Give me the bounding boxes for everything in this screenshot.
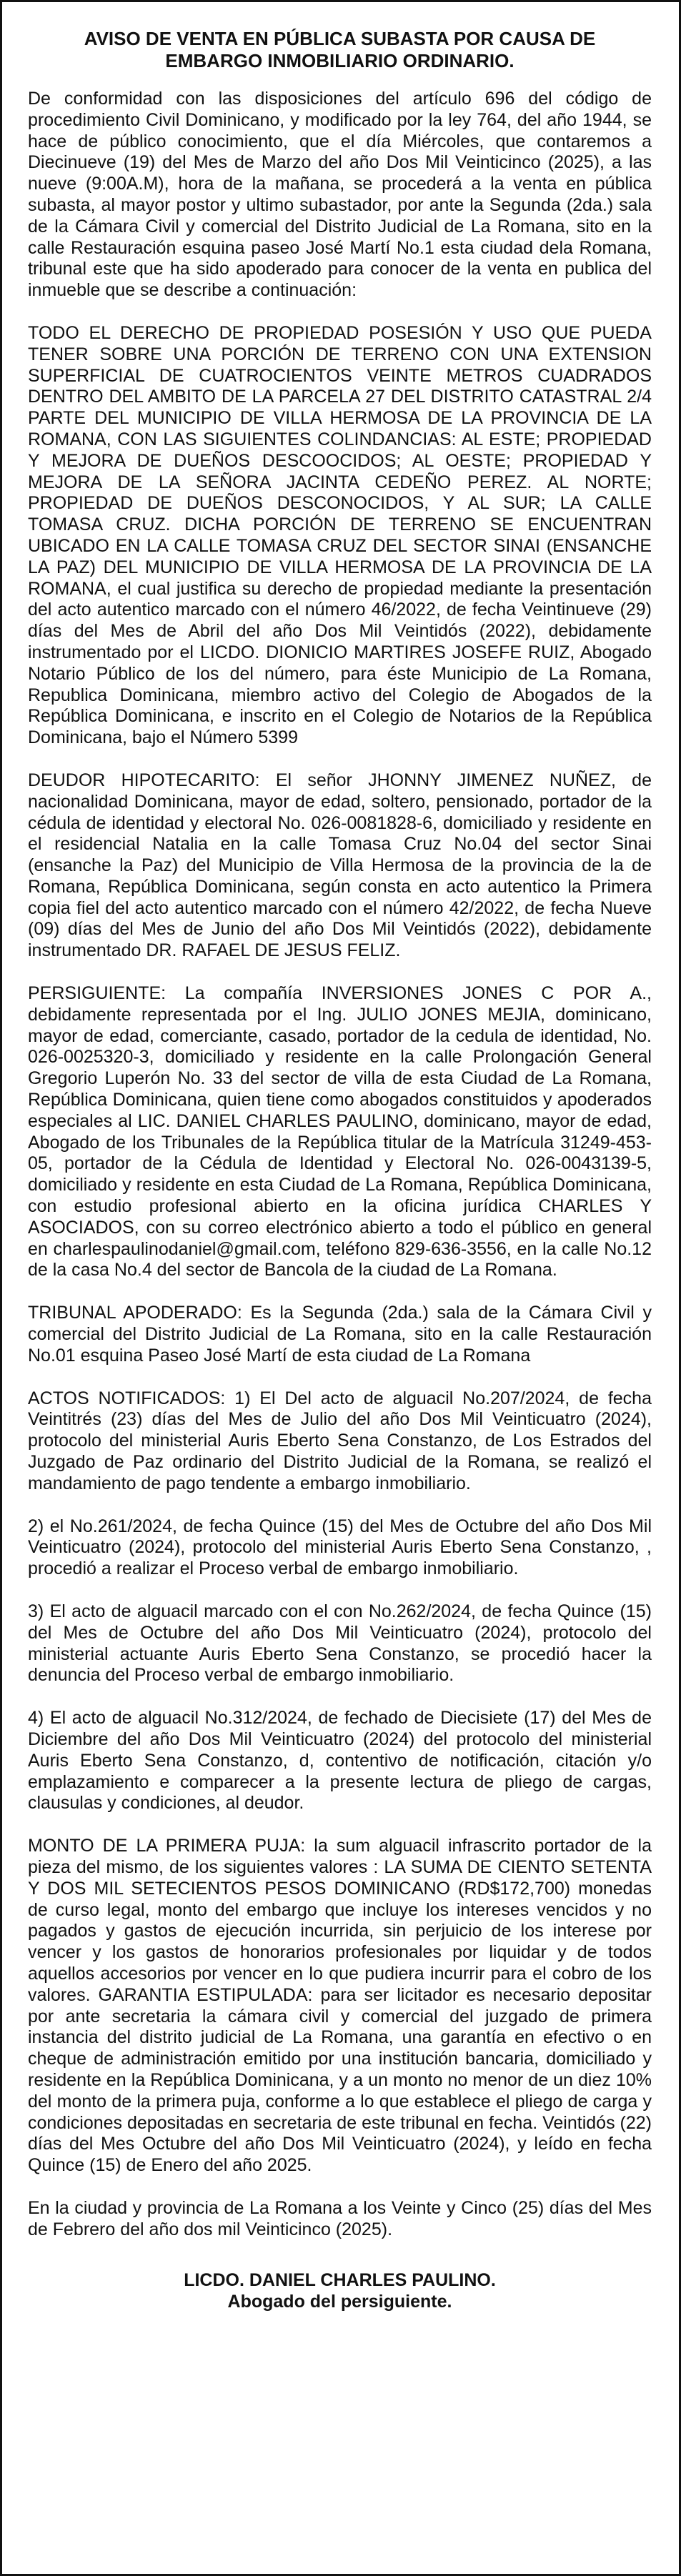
court-paragraph: TRIBUNAL APODERADO: Es la Segunda (2da.) sala de la Cámara Civil y comercial del Distrito Judicial de La Romana, sito en la calle Restauración No.01 esquina Paseo José Martí de esta ciudad de La Romana [28,1303,652,1366]
pursuer-paragraph: PERSIGUIENTE: La compañía INVERSIONES JONES C POR A., debidamente representada por el Ing. JULIO JONES MEJIA, dominicano, mayor de edad, comerciante, casado, portador de la cedula de identidad, No. 026-0025320-3, domiciliado y residente en la calle Prolongación General Gregorio Luperón No. 33 del sector de villa de esta Ciudad de La Romana, República Dominicana, quien tiene como abogados constituidos y apoderados especiales al LIC. DANIEL CHARLES PAULINO, dominicano, mayor de edad, Abogado de los Tribunales de la República titular de la Matrícula 31249-453-05, portador de la Cédula de Identidad y Electoral No. 026-0043139-5, domiciliado y residente en esta Ciudad de La Romana, República Dominicana, con estudio profesional abierto en la oficina jurídica CHARLES Y ASOCIADOS, con su correo electrónico abierto a todo el público en general en charlespaulinodaniel@gmail.com, teléfono 829-636-3556, en la calle No.12 de la casa No.4 del sector de Bancola de la ciudad de La Romana. [28,983,652,1280]
notice-title [28,28,652,72]
signature-role: Abogado del persiguiente. [227,2291,452,2312]
notified-acts-paragraph-2: 2) el No.261/2024, de fecha Quince (15) del Mes de Octubre del año Dos Mil Veinticuatro (2024), protocolo del ministerial Auris Eberto Sena Constanzo, , procedió a realizar el Proceso verbal de embargo inmobiliario. [28,1516,652,1579]
notified-acts-paragraph-4: 4) El acto de alguacil No.312/2024, de fechado de Diecisiete (17) del Mes de Diciembre del año Dos Mil Veinticuatro (2024) del protocolo del ministerial Auris Eberto Sena Constanzo, d, contentivo de notificación, citación y/o emplazamiento e comparecer a la presente lectura de pliego de cargas, clausulas y condiciones, al deudor. [28,1708,652,1814]
first-bid-amount-paragraph: MONTO DE LA PRIMERA PUJA: la sum alguacil infrascrito portador de la pieza del mismo, de los siguientes valores : LA SUMA DE CIENTO SETENTA Y DOS MIL SETECIENTOS PESOS DOMINICANO (RD$172,700) monedas de curso legal, monto del embargo que incluye los intereses vencidos y no pagados y gastos de ejecución incurrida, sin perjuicio de los interese por vencer y los gastos de honorarios profesionales por liquidar y de todos aquellos accesorios por vencer en lo que pudiera incurrir para el cobro de los valores. GARANTIA ESTIPULADA: para ser licitador es necesario depositar por ante secretaria la cámara civil y comercial del juzgado de primera instancia del distrito judicial de La Romana, una garantía en efectivo o en cheque de administración emitido por una institución bancaria, domiciliado y residente en la República Dominicana, y a un monto no menor de un diez 10% del monto de la primera puja, conforme a lo que establece el pliego de carga y condiciones depositadas en secretaria de este tribunal en fecha. Veintidós (22) días del Mes Octubre del año Dos Mil Veinticuatro (2024), y leído en fecha Quince (15) de Enero del año 2025. [28,1836,652,2176]
notice-title-line-2: EMBARGO INMOBILIARIO ORDINARIO. [165,50,515,71]
property-description-paragraph: TODO EL DERECHO DE PROPIEDAD POSESIÓN Y USO QUE PUEDA TENER SOBRE UNA PORCIÓN DE TERRENO CON UNA EXTENSION SUPERFICIAL DE CUATROCIENTOS VEINTE METROS CUADRADOS DENTRO DEL AMBITO DE LA PARCELA 27 DEL DISTRITO CATASTRAL 2/4 PARTE DEL MUNICIPIO DE VILLA HERMOSA DE LA PROVINCIA DE LA ROMANA, CON LAS SIGUIENTES COLINDANCIAS: AL ESTE; PROPIEDAD Y MEJORA DE DUEÑOS DESCOOCIDOS; AL OESTE; PROPIEDAD Y MEJORA DE LA SEÑORA JACINTA CEDEÑO PEREZ. AL NORTE; PROPIEDAD DE DUEÑOS DESCONOCIDOS, Y AL SUR; LA CALLE TOMASA CRUZ. DICHA PORCIÓN DE TERRENO SE ENCUENTRAN UBICADO EN LA CALLE TOMASA CRUZ DEL SECTOR SINAI (ENSANCHE LA PAZ) DEL MUNICIPIO DE VILLA HERMOSA DE LA PROVINCIA DE LA ROMANA, el cual justifica su derecho de propiedad mediante la presentación del acto autentico marcado con el número 46/2022, de fecha Veintinueve (29) días del Mes de Abril del año Dos Mil Veintidós (2022), debidamente instrumentado por el LICDO. DIONICIO MARTIRES JOSEFE RUIZ, Abogado Notario Público de los del número, para éste Municipio de La Romana, Republica Dominicana, miembro activo del Colegio de Abogados de la República Dominicana, e inscrito en el Colegio de Notarios de la República Dominicana, bajo el Número 5399 [28,322,652,748]
notice-title-line-1: AVISO DE VENTA EN PÚBLICA SUBASTA POR CAUSA DE [84,28,596,49]
signature-name: LICDO. DANIEL CHARLES PAULINO. [184,2269,496,2290]
date-place-paragraph: En la ciudad y provincia de La Romana a los Veinte y Cinco (25) días del Mes de Febrero del año dos mil Veinticinco (2025). [28,2197,652,2239]
intro-paragraph: De conformidad con las disposiciones del artículo 696 del código de procedimiento Civil Dominicano, y modificado por la ley 764, del año 1944, se hace de público conocimiento, que el día Miércoles, que contaremos a Diecinueve (19) del Mes de Marzo del año Dos Mil Veinticinco (2025), a las nueve (9:00A.M), hora de la mañana, se procederá a la venta en pública subasta, al mayor postor y ultimo subastador, por ante la Segunda (2da.) sala de la Cámara Civil y comercial del Distrito Judicial de La Romana, sito en la calle Restauración esquina paseo José Martí No.1 esta ciudad dela Romana, tribunal este que ha sido apoderado para conocer de la venta en publica del inmueble que se describe a continuación: [28,89,652,301]
debtor-paragraph: DEUDOR HIPOTECARITO: El señor JHONNY JIMENEZ NUÑEZ, de nacionalidad Dominicana, mayor de edad, soltero, pensionado, portador de la cédula de identidad y electoral No. 026-0081828-6, domiciliado y residente en el residencial Natalia en la calle Tomasa Cruz No.04 del sector Sinai (ensanche la Paz) del Municipio de Villa Hermosa de la provincia de la de Romana, República Dominicana, según consta en acto autentico la Primera copia fiel del acto autentico marcado con el número 42/2022, de fecha Nueve (09) días del Mes de Junio del año Dos Mil Veintidós (2022), debidamente instrumentado DR. RAFAEL DE JESUS FELIZ. [28,770,652,961]
notified-acts-paragraph-3: 3) El acto de alguacil marcado con el con No.262/2024, de fecha Quince (15) del Mes de Octubre del año Dos Mil Veinticuatro (2024), protocolo del ministerial actuante Auris Eberto Sena Constanzo, se procedió hacer la denuncia del Proceso verbal de embargo inmobiliario. [28,1601,652,1686]
notified-acts-paragraph-1: ACTOS NOTIFICADOS: 1) El Del acto de alguacil No.207/2024, de fecha Veintitrés (23) días del Mes de Julio del año Dos Mil Veinticuatro (2024), protocolo del ministerial Auris Eberto Sena Constanzo, de Los Estrados del Juzgado de Paz ordinario del Distrito Judicial de la Romana, se realizó el mandamiento de pago tendente a embargo inmobiliario. [28,1388,652,1493]
signature-block [28,2269,652,2312]
